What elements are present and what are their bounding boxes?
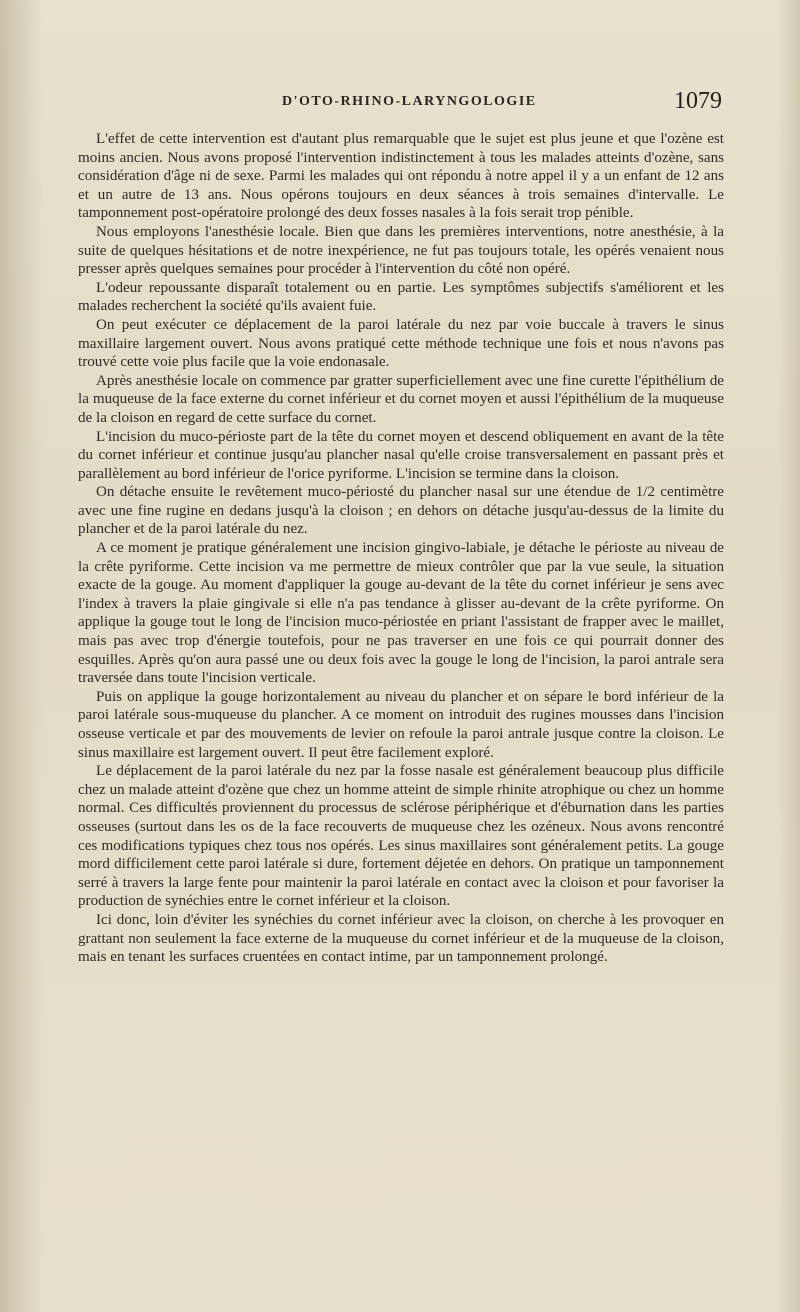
paragraph: L'effet de cette intervention est d'autant plus remarquable que le sujet est plus jeune et que l'ozène est moins ancien. Nous avons proposé l'intervention indistinctement à tous les malades atteints d'ozène, sans considération d'âge ni de sexe. Parmi les malades qui ont répondu à notre appel il y a un enfant de 12 ans et un autre de 13 ans. Nous opérons toujours en deux séances à trois semaines d'intervalle. Le tamponnement post-opératoire prolongé des deux fosses nasales à la fois serait trop pénible. [78, 131, 724, 222]
paragraph: Puis on applique la gouge horizontalement au niveau du plancher et on sépare le bord inférieur de la paroi latérale sous-muqueuse du plancher. A ce moment on introduit des rugines mousses dans l'incision osseuse verticale et par des mouvements de levier on refoule la paroi antrale jusque contre la cloison. Le sinus maxillaire est largement ouvert. Il peut être facilement exploré. [78, 688, 724, 761]
paragraph: Nous employons l'anesthésie locale. Bien que dans les premières interventions, notre anesthésie, à la suite de quelques hésitations et de notre inexpérience, ne fut pas toujours totale, les opérés venaient nous presser après quelques semaines pour procéder à l'intervention du côté non opéré. [78, 223, 724, 278]
paragraph: Le déplacement de la paroi latérale du nez par la fosse nasale est généralement beaucoup plus difficile chez un malade atteint d'ozène que chez un homme atteint de simple rhinite atrophique ou chez un homme normal. Ces difficultés proviennent du processus de sclérose périphérique et d'éburnation dans les parties osseuses (surtout dans les os de la face recouverts de muqueuse chez les ozéneux. Nous avons rencontré ces modifications typiques chez tous nos opérés. Les sinus maxillaires sont généralement petits. La gouge mord difficilement cette paroi latérale si dure, fortement déjetée en dehors. On pratique un tamponnement serré à travers la large fente pour maintenir la paroi latérale en contact avec la cloison et pour favoriser la production de synéchies entre le cornet inférieur et la cloison. [78, 763, 724, 910]
paragraph: On peut exécuter ce déplacement de la paroi latérale du nez par voie buccale à travers le sinus maxillaire largement ouvert. Nous avons pratiqué cette méthode technique une fois et nous n'avons pas trouvé cette voie plus facile que la voie endonasale. [78, 316, 724, 371]
paragraph: L'odeur repoussante disparaît totalement ou en partie. Les symptômes subjectifs s'améliorent et les malades recherchent la société qu'ils avaient fuie. [78, 279, 724, 315]
paragraph: Ici donc, loin d'éviter les synéchies du cornet inférieur avec la cloison, on cherche à les provoquer en grattant non seulement la face externe de la muqueuse du cornet inférieur et de la muqueuse de la cloison, mais en tenant les surfaces cruentées en contact intime, par un tamponnement prolongé. [78, 911, 724, 966]
running-title: D'OTO-RHINO-LARYNGOLOGIE [282, 94, 537, 109]
body-text [78, 130, 724, 967]
paragraph: A ce moment je pratique généralement une incision gingivo-labiale, je détache le périoste au niveau de la crête pyriforme. Cette incision va me permettre de mieux contrôler que par la vue seule, la situation exacte de la gouge. Au moment d'appliquer la gouge au-devant de la tête du cornet inférieur je sens avec l'index à travers la plaie gingivale si elle n'a pas tendance à glisser au-devant de la crête pyriforme. On applique la gouge tout le long de l'incision muco-périostée en priant l'assistant de frapper avec le maillet, mais pas avec trop d'énergie toutefois, pour ne pas traverser en une fois ce qui pourrait donner des esquilles. Après qu'on aura passé une ou deux fois avec la gouge le long de l'incision, la paroi antrale sera traversée dans toute l'incision verticale. [78, 540, 724, 687]
page-header [78, 90, 726, 118]
paragraph: Après anesthésie locale on commence par gratter superficiellement avec une fine curette l'épithélium de la muqueuse de la face externe du cornet inférieur et du cornet moyen et aussi l'épithélium de la muqueuse de la cloison en regard de cette surface du cornet. [78, 372, 724, 426]
paragraph: L'incision du muco-périoste part de la tête du cornet moyen et descend obliquement en avant de la tête du cornet inférieur et continue jusqu'au plancher nasal qu'elle croise transversalement en passant près et parallèlement au bord inférieur de l'orice pyriforme. L'incision se termine dans la cloison. [78, 428, 724, 482]
page-number: 1079 [674, 88, 722, 114]
paragraph: On détache ensuite le revêtement muco-périosté du plancher nasal sur une étendue de 1/2 centimètre avec une fine rugine en dedans jusqu'à la cloison ; en dehors on détache jusqu'au-dessus de la limite du plancher et de la paroi latérale du nez. [78, 484, 724, 538]
